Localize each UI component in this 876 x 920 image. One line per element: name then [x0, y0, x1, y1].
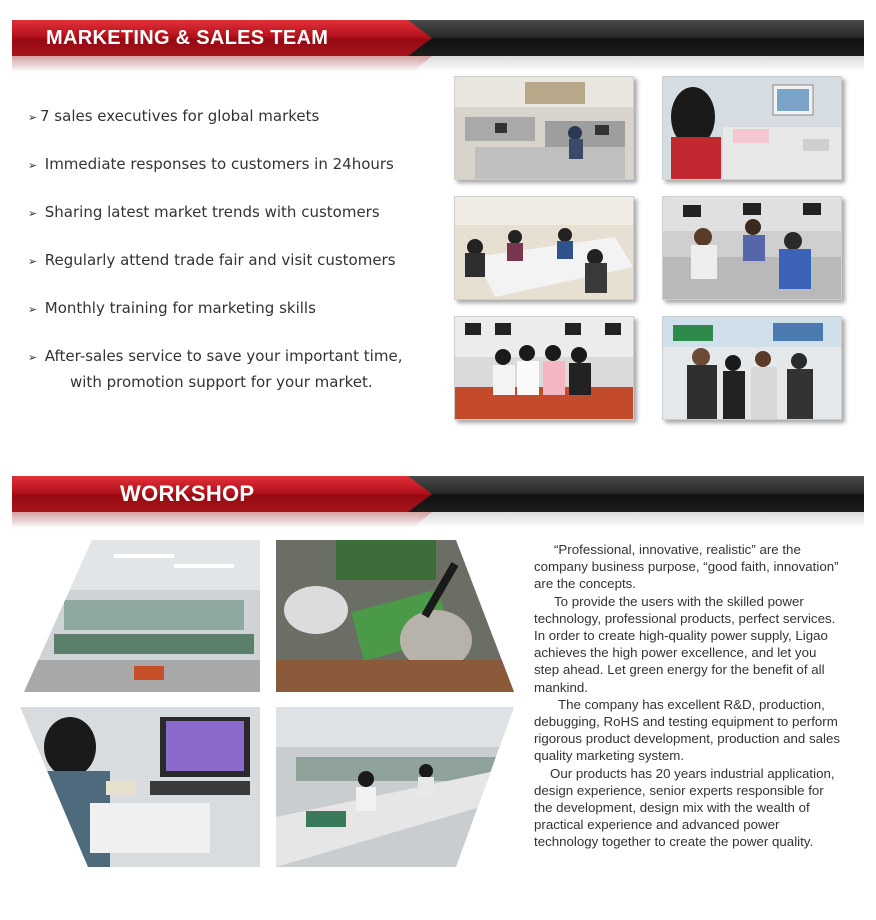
- company-description: [534, 541, 844, 851]
- sales-staff-group-photo: [454, 316, 634, 420]
- bullet-item: [28, 248, 396, 274]
- workshop-banner: [12, 476, 864, 512]
- bullet-text: After-sales service to save your important time,: [40, 347, 403, 365]
- bullet-text: Regularly attend trade fair and visit customers: [40, 251, 396, 269]
- arrow-bullet-icon: ➢: [28, 351, 38, 364]
- bullet-text: Sharing latest market trends with customers: [40, 203, 380, 221]
- about-paragraph: To provide the users with the skilled power technology, professional products, perfect services. In order to create high-quality power supply, Ligao achieves the high power excellence, and let you step ahead. Let green energy for the benefit of all mankind.: [534, 593, 836, 695]
- arrow-bullet-icon: ➢: [28, 159, 38, 172]
- soldering-work-photo: [276, 540, 514, 692]
- assembly-line-photo: [276, 707, 514, 867]
- about-paragraph: The company has excellent R&D, production, debugging, RoHS and testing equipment to perform rigorous product development, production and sales quality marketing system.: [534, 696, 841, 764]
- circuit-design-photo: [20, 707, 260, 867]
- banner-red-reflection: [12, 56, 432, 72]
- marketing-title: MARKETING & SALES TEAM: [46, 27, 329, 49]
- bullet-continuation-text: with promotion support for your market.: [70, 373, 373, 391]
- factory-floor-photo: [24, 540, 260, 692]
- team-meeting-photo: [454, 196, 634, 300]
- about-paragraph: Our products has 20 years industrial application, design experience, senior experts responsible for the development, design mix with the wealth of practical experience and advanced power technology together to create the power quality.: [534, 765, 835, 850]
- workshop-title: WORKSHOP: [120, 481, 255, 506]
- bullet-item: [28, 104, 319, 130]
- marketing-banner: [12, 20, 864, 56]
- trade-fair-photo: [662, 316, 842, 420]
- bullet-item: [28, 200, 380, 226]
- office-desks-photo: [454, 76, 634, 180]
- bullet-item: [28, 152, 394, 178]
- bullet-item: [28, 296, 316, 322]
- employee-at-computer-photo: [662, 76, 842, 180]
- bullet-text: Immediate responses to customers in 24hours: [40, 155, 394, 173]
- arrow-bullet-icon: ➢: [28, 303, 38, 316]
- arrow-bullet-icon: ➢: [28, 255, 38, 268]
- bullet-text: Monthly training for marketing skills: [40, 299, 316, 317]
- arrow-bullet-icon: ➢: [28, 207, 38, 220]
- about-paragraph: “Professional, innovative, realistic” are the company business purpose, “good faith, innovation” are the concepts.: [534, 542, 839, 592]
- customer-visit-photo: [662, 196, 842, 300]
- banner-red-reflection: [12, 512, 432, 528]
- bullet-text: 7 sales executives for global markets: [40, 107, 320, 125]
- bullet-item: [28, 344, 402, 394]
- arrow-bullet-icon: ➢: [28, 111, 38, 124]
